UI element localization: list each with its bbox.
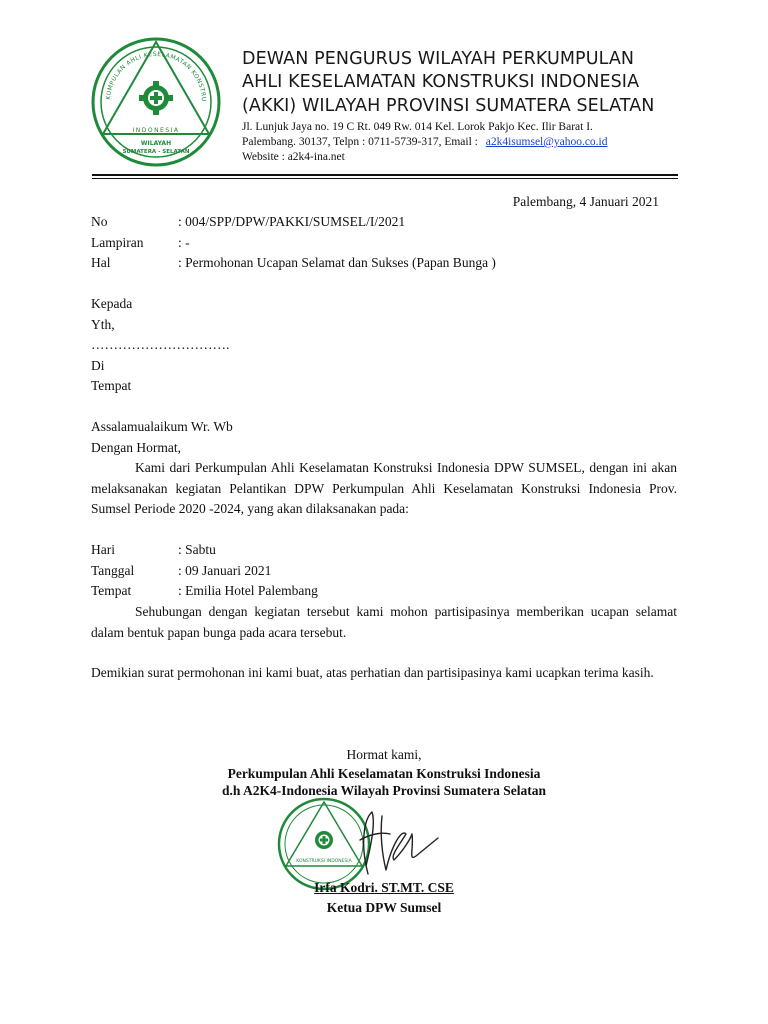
signer-name-text: Irfa Kodri. ST.MT. CSE bbox=[314, 880, 454, 895]
meta-lampiran-value: : - bbox=[178, 235, 190, 250]
meta-hal-label: Hal bbox=[91, 255, 111, 270]
meta-no-value: : 004/SPP/DPW/PAKKI/SUMSEL/I/2021 bbox=[178, 214, 406, 229]
event-hari-label: Hari bbox=[91, 542, 115, 557]
address-line2 bbox=[242, 135, 608, 150]
event-hari-value: : Sabtu bbox=[178, 542, 216, 557]
recipient-dots: …………………………. bbox=[91, 337, 230, 352]
logo-region1-text: WILAYAH bbox=[140, 140, 172, 147]
meta-hal-value: : Permohonan Ucapan Selamat dan Sukses (Papan Bunga ) bbox=[178, 255, 496, 270]
address-line1: Jl. Lunjuk Jaya no. 19 C Rt. 049 Rw. 014 Kel. Lorok Pakjo Kec. Ilir Barat I. bbox=[242, 121, 593, 133]
org-name-line3: (AKKI) WILAYAH PROVINSI SUMATERA SELATAN bbox=[242, 96, 655, 116]
logo-ring-text: KUMPULAN AHLI KESELAMATAN KONSTRU bbox=[105, 50, 208, 103]
header-rule-thick bbox=[92, 174, 678, 176]
event-tanggal-label: Tanggal bbox=[91, 563, 135, 578]
handwritten-signature bbox=[330, 804, 450, 884]
website-line: Website : a2k4-ina.net bbox=[242, 151, 345, 163]
header-rule-thin bbox=[92, 178, 678, 179]
greeting-hormat: Dengan Hormat, bbox=[91, 440, 181, 455]
closing-org-line2: d.h A2K4-Indonesia Wilayah Provinsi Sumatera Selatan bbox=[221, 783, 547, 798]
letter-date: Palembang, 4 Januari 2021 bbox=[512, 194, 659, 209]
signer-position: Ketua DPW Sumsel bbox=[326, 900, 442, 915]
closing-hormat: Hormat kami, bbox=[346, 747, 422, 762]
address-line2-text: Palembang. 30137, Telpn : 0711-5739-317, Email : bbox=[242, 136, 478, 148]
body-paragraph-2: Sehubungan dengan kegiatan tersebut kami mohon partisipasinya memberikan ucapan selamat dalam bentuk papan bunga pada acara tersebut. bbox=[91, 604, 677, 640]
stamp-text: KONSTRUKSI INDONESIA bbox=[296, 859, 352, 864]
recipient-tempat: Tempat bbox=[91, 378, 132, 393]
closing-org-line1: Perkumpulan Ahli Keselamatan Konstruksi Indonesia bbox=[227, 766, 541, 781]
greeting-salam: Assalamualaikum Wr. Wb bbox=[91, 419, 233, 434]
email-link[interactable]: a2k4isumsel@yahoo.co.id bbox=[485, 136, 608, 148]
meta-no-label: No bbox=[91, 214, 108, 229]
recipient-yth: Yth, bbox=[91, 317, 115, 332]
recipient-di: Di bbox=[91, 358, 105, 373]
signer-name bbox=[234, 878, 534, 899]
recipient-kepada: Kepada bbox=[91, 296, 133, 311]
org-name-line2: AHLI KESELAMATAN KONSTRUKSI INDONESIA bbox=[242, 72, 640, 92]
meta-lampiran-label: Lampiran bbox=[91, 235, 144, 250]
event-tanggal-value: : 09 Januari 2021 bbox=[178, 563, 272, 578]
event-tempat-label: Tempat bbox=[91, 583, 132, 598]
logo-region2-text: SUMATERA - SELATAN bbox=[122, 149, 190, 155]
logo-country-text: INDONESIA bbox=[132, 127, 180, 134]
body-paragraph-3: Demikian surat permohonan ini kami buat, atas perhatian dan partisipasinya kami ucapkan terima kasih. bbox=[91, 665, 654, 680]
organization-logo bbox=[90, 36, 222, 168]
body-paragraph-1: Kami dari Perkumpulan Ahli Keselamatan Konstruksi Indonesia DPW SUMSEL, dengan ini akan melaksanakan kegiatan Pelantikan DPW Perkumpulan Ahli Keselamatan Konstruksi Indonesia Prov. Sumsel Periode 2020 -2024, yang akan dilaksanakan pada: bbox=[91, 460, 677, 516]
org-name-line1: DEWAN PENGURUS WILAYAH PERKUMPULAN bbox=[242, 49, 635, 69]
event-tempat-value: : Emilia Hotel Palembang bbox=[178, 583, 318, 598]
